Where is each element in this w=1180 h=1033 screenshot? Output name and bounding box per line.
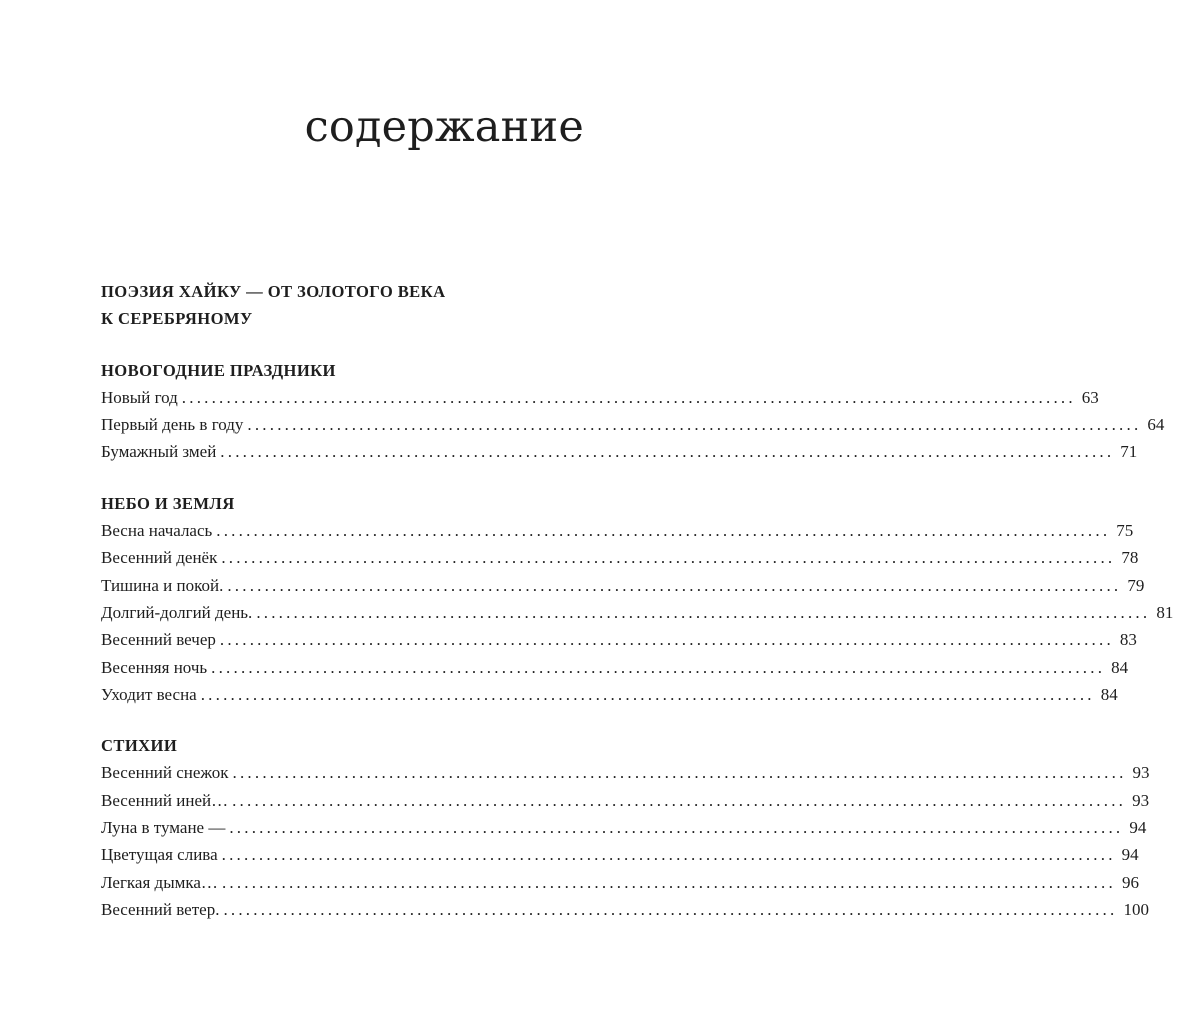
entry-page-number: 96	[1121, 872, 1139, 892]
toc-entry[interactable]	[101, 681, 1118, 708]
entry-title: Новый год	[101, 387, 178, 407]
entry-page-number: 71	[1120, 442, 1138, 462]
toc-entry[interactable]	[101, 654, 1129, 681]
entry-page-number: 75	[1116, 521, 1134, 541]
toc-section-haiku-poetry	[101, 278, 521, 333]
entry-page-number: 64	[1147, 415, 1165, 435]
entry-title: Долгий-долгий день.	[101, 602, 253, 622]
entry-page-number: 84	[1111, 657, 1129, 677]
section-heading: ПОЭЗИЯ ХАЙКУ — ОТ ЗОЛОТОГО ВЕКА	[101, 282, 446, 301]
toc-entry[interactable]	[101, 544, 1139, 571]
entry-title: Цветущая слива	[101, 845, 218, 865]
dot-leader: ........................................................................................................................	[220, 442, 1115, 462]
dot-leader: ........................................................................................................................	[181, 387, 1076, 407]
entry-title: Весенний ветер.	[101, 899, 220, 919]
toc-entry[interactable]	[101, 599, 1174, 626]
entry-page-number: 63	[1081, 387, 1099, 407]
toc-entry[interactable]	[101, 517, 1134, 544]
dot-leader: ........................................................................................................................	[227, 575, 1122, 595]
entry-page-number: 93	[1132, 763, 1150, 783]
dot-leader: ........................................................................................................................	[211, 657, 1106, 677]
section-heading: СТИХИИ	[101, 736, 178, 756]
entry-page-number: 83	[1119, 630, 1137, 650]
toc-entry[interactable]	[101, 896, 1149, 923]
entry-title: Весенний денёк	[101, 548, 218, 568]
page-title: содержание	[304, 102, 584, 152]
entry-title: Луна в тумане —	[101, 818, 226, 838]
entry-title: Тишина и покой.	[101, 575, 224, 595]
toc-entry[interactable]	[101, 438, 1138, 465]
entry-page-number: 81	[1156, 602, 1174, 622]
entry-title: Весенний иней…	[101, 790, 229, 810]
entry-page-number: 84	[1100, 684, 1118, 704]
dot-leader: ........................................................................................................................	[221, 845, 1116, 865]
toc-section-elements	[101, 732, 1150, 923]
entry-page-number: 78	[1121, 548, 1139, 568]
entry-page-number: 94	[1121, 845, 1139, 865]
toc-section-sky-and-earth	[101, 490, 1174, 708]
dot-leader: ........................................................................................................................	[221, 872, 1116, 892]
toc-entry[interactable]	[101, 869, 1139, 896]
entry-title: Весенняя ночь	[101, 657, 208, 677]
entry-title: Весенний снежок	[101, 763, 229, 783]
dot-leader: ........................................................................................................................	[219, 630, 1114, 650]
entry-page-number: 94	[1129, 818, 1147, 838]
entry-title: Уходит весна	[101, 684, 197, 704]
entry-title: Весна началась	[101, 521, 213, 541]
entry-page-number: 100	[1123, 899, 1149, 919]
table-of-contents	[101, 278, 1174, 947]
section-heading: НЕБО И ЗЕМЛЯ	[101, 493, 235, 513]
toc-entry[interactable]	[101, 626, 1137, 653]
toc-entry[interactable]	[101, 787, 1150, 814]
dot-leader: ........................................................................................................................	[216, 521, 1111, 541]
section-heading: НОВОГОДНИЕ ПРАЗДНИКИ	[101, 360, 336, 380]
toc-entry[interactable]	[101, 814, 1147, 841]
entry-page-number: 93	[1132, 790, 1150, 810]
entry-title: Первый день в году	[101, 415, 244, 435]
toc-entry[interactable]	[101, 572, 1145, 599]
dot-leader: ........................................................................................................................	[200, 684, 1095, 704]
dot-leader: ........................................................................................................................	[221, 548, 1116, 568]
dot-leader: ........................................................................................................................	[232, 763, 1127, 783]
section-heading: К СЕРЕБРЯНОМУ	[101, 309, 253, 329]
dot-leader: ........................................................................................................................	[256, 602, 1151, 622]
dot-leader: ........................................................................................................................	[223, 899, 1118, 919]
entry-title: Весенний вечер	[101, 630, 216, 650]
toc-entry[interactable]	[101, 841, 1139, 868]
entry-title: Легкая дымка…	[101, 872, 218, 892]
entry-title: Бумажный змей	[101, 442, 217, 462]
dot-leader: ........................................................................................................................	[247, 415, 1142, 435]
toc-section-new-year	[101, 357, 1165, 466]
toc-entry[interactable]	[101, 759, 1150, 786]
toc-entry[interactable]	[101, 411, 1165, 438]
dot-leader: ........................................................................................................................	[232, 790, 1127, 810]
entry-page-number: 79	[1127, 575, 1145, 595]
dot-leader: ........................................................................................................................	[229, 818, 1124, 838]
toc-entry[interactable]	[101, 384, 1099, 411]
